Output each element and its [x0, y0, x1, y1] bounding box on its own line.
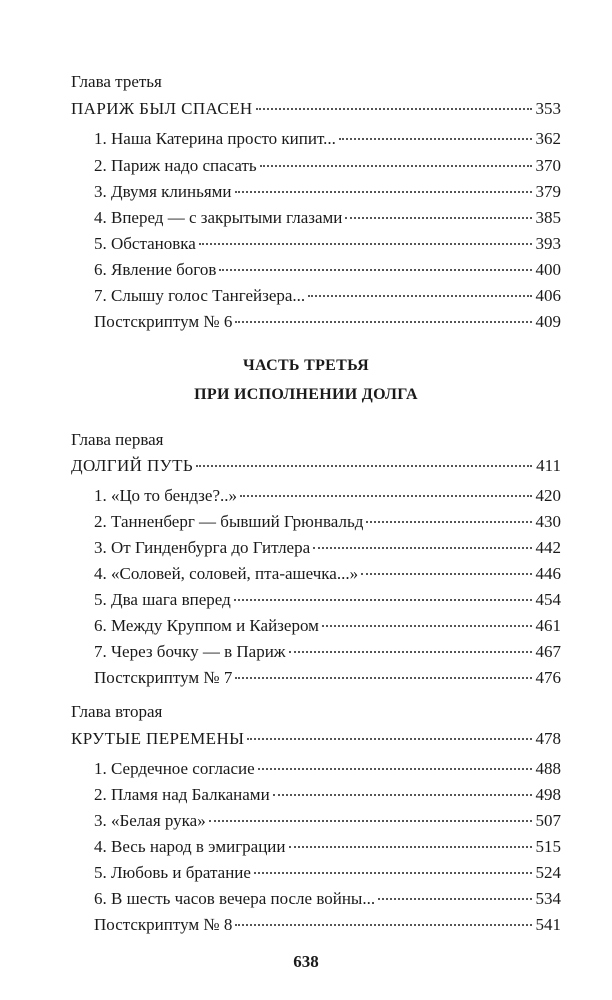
- dot-leader: [345, 217, 531, 219]
- toc-page-number: 488: [535, 759, 561, 778]
- toc-page-number: 442: [535, 538, 561, 557]
- dot-leader: [313, 547, 531, 549]
- chapter-label: Глава вторая: [71, 702, 163, 721]
- dot-leader: [258, 768, 532, 770]
- toc-title: 2. Танненберг — бывший Грюнвальд: [94, 512, 364, 531]
- toc-entry: [94, 259, 561, 281]
- toc-entry: [94, 836, 561, 858]
- toc-entry: [94, 784, 561, 806]
- toc-title: ПАРИЖ БЫЛ СПАСЕН: [71, 99, 253, 118]
- toc-entry: [94, 563, 561, 585]
- toc-page-number: 379: [535, 182, 561, 201]
- toc-title: 3. От Гинденбурга до Гитлера: [94, 538, 311, 557]
- toc-page-number: 476: [535, 668, 561, 687]
- dot-leader: [254, 872, 532, 874]
- toc-title: 2. Пламя над Балканами: [94, 785, 270, 804]
- toc-title: 6. Явление богов: [94, 260, 217, 279]
- toc-entry: [94, 641, 561, 663]
- toc-page-number: 400: [535, 260, 561, 279]
- toc-page-number: 478: [535, 729, 561, 748]
- toc-title: 5. Любовь и братание: [94, 863, 251, 882]
- dot-leader: [235, 321, 531, 323]
- toc-title: 7. Слышу голос Тангейзера...: [94, 286, 306, 305]
- toc-title: ДОЛГИЙ ПУТЬ: [71, 456, 194, 475]
- toc-entry: [94, 485, 561, 507]
- toc-chapter-title: [71, 455, 561, 477]
- toc-title: 5. Обстановка: [94, 234, 196, 253]
- dot-leader: [247, 738, 531, 740]
- toc-entry: [94, 615, 561, 637]
- chapter-label: Глава третья: [71, 72, 162, 91]
- toc-page-number: 446: [535, 564, 561, 583]
- dot-leader: [289, 846, 532, 848]
- toc-entry: [94, 537, 561, 559]
- toc-entry: [94, 285, 561, 307]
- toc-page-number: 353: [535, 99, 561, 118]
- toc-title: 1. Сердечное согласие: [94, 759, 255, 778]
- dot-leader: [235, 191, 532, 193]
- toc-title: 1. Наша Катерина просто кипит...: [94, 129, 336, 148]
- toc-entry: [94, 207, 561, 229]
- toc-entry: [94, 233, 561, 255]
- dot-leader: [199, 243, 532, 245]
- dot-leader: [308, 295, 531, 297]
- toc-entry: [94, 128, 561, 150]
- toc-title: 4. «Соловей, соловей, пта-ашечка...»: [94, 564, 359, 583]
- toc-entry: [94, 181, 561, 203]
- toc-page-number: 454: [535, 590, 561, 609]
- toc-entry: [94, 589, 561, 611]
- dot-leader: [234, 599, 532, 601]
- toc-title: 6. Между Круппом и Кайзером: [94, 616, 319, 635]
- toc-entry: [94, 667, 561, 689]
- toc-entry: [94, 311, 561, 333]
- chapter-label: Глава первая: [71, 430, 164, 449]
- toc-title: 4. Весь народ в эмиграции: [94, 837, 286, 856]
- toc-page-number: 534: [535, 889, 561, 908]
- toc-title: Постскриптум № 8: [94, 915, 233, 934]
- toc-entry: [94, 155, 561, 177]
- toc-title: 4. Вперед — с закрытыми глазами: [94, 208, 343, 227]
- part-heading: ЧАСТЬ ТРЕТЬЯ: [243, 357, 369, 374]
- dot-leader: [209, 820, 532, 822]
- dot-leader: [339, 138, 532, 140]
- dot-leader: [196, 465, 532, 467]
- dot-leader: [260, 165, 532, 167]
- toc-title: 3. Двумя клиньями: [94, 182, 232, 201]
- toc-title: 5. Два шага вперед: [94, 590, 231, 609]
- toc-entry: [94, 810, 561, 832]
- toc-page-number: 498: [535, 785, 561, 804]
- dot-leader: [256, 108, 532, 110]
- toc-page-number: 385: [535, 208, 561, 227]
- part-subheading: ПРИ ИСПОЛНЕНИИ ДОЛГА: [194, 386, 418, 403]
- dot-leader: [235, 924, 531, 926]
- toc-page-number: 430: [535, 512, 561, 531]
- toc-page-number: 411: [536, 456, 561, 475]
- toc-page-number: 362: [535, 129, 561, 148]
- dot-leader: [289, 651, 532, 653]
- dot-leader: [273, 794, 532, 796]
- toc-title: Постскриптум № 6: [94, 312, 233, 331]
- toc-title: 6. В шесть часов вечера после войны...: [94, 889, 376, 908]
- toc-page-number: 541: [535, 915, 561, 934]
- dot-leader: [240, 495, 532, 497]
- toc-page-number: 420: [535, 486, 561, 505]
- dot-leader: [378, 898, 531, 900]
- toc-entry: [94, 914, 561, 936]
- toc-chapter-title: [71, 728, 561, 750]
- toc-title: 3. «Белая рука»: [94, 811, 206, 830]
- toc-page-number: 524: [535, 863, 561, 882]
- toc-page-number: 467: [535, 642, 561, 661]
- toc-title: Постскриптум № 7: [94, 668, 233, 687]
- toc-title: КРУТЫЕ ПЕРЕМЕНЫ: [71, 729, 245, 748]
- toc-page-number: 409: [535, 312, 561, 331]
- toc-page-number: 515: [535, 837, 561, 856]
- toc-page-number: 406: [535, 286, 561, 305]
- toc-page-number: 461: [535, 616, 561, 635]
- toc-page-number: 393: [535, 234, 561, 253]
- toc-page-number: 507: [535, 811, 561, 830]
- toc-title: 7. Через бочку — в Париж: [94, 642, 286, 661]
- toc-entry: [94, 862, 561, 884]
- dot-leader: [322, 625, 532, 627]
- toc-page-number: 370: [535, 156, 561, 175]
- dot-leader: [219, 269, 531, 271]
- toc-chapter-title: [71, 98, 561, 120]
- dot-leader: [235, 677, 531, 679]
- page-number: 638: [293, 952, 319, 971]
- toc-entry: [94, 758, 561, 780]
- toc-title: 2. Париж надо спасать: [94, 156, 257, 175]
- toc-title: 1. «Цо то бендзе?..»: [94, 486, 237, 505]
- dot-leader: [361, 573, 531, 575]
- dot-leader: [366, 521, 531, 523]
- toc-entry: [94, 888, 561, 910]
- toc-entry: [94, 511, 561, 533]
